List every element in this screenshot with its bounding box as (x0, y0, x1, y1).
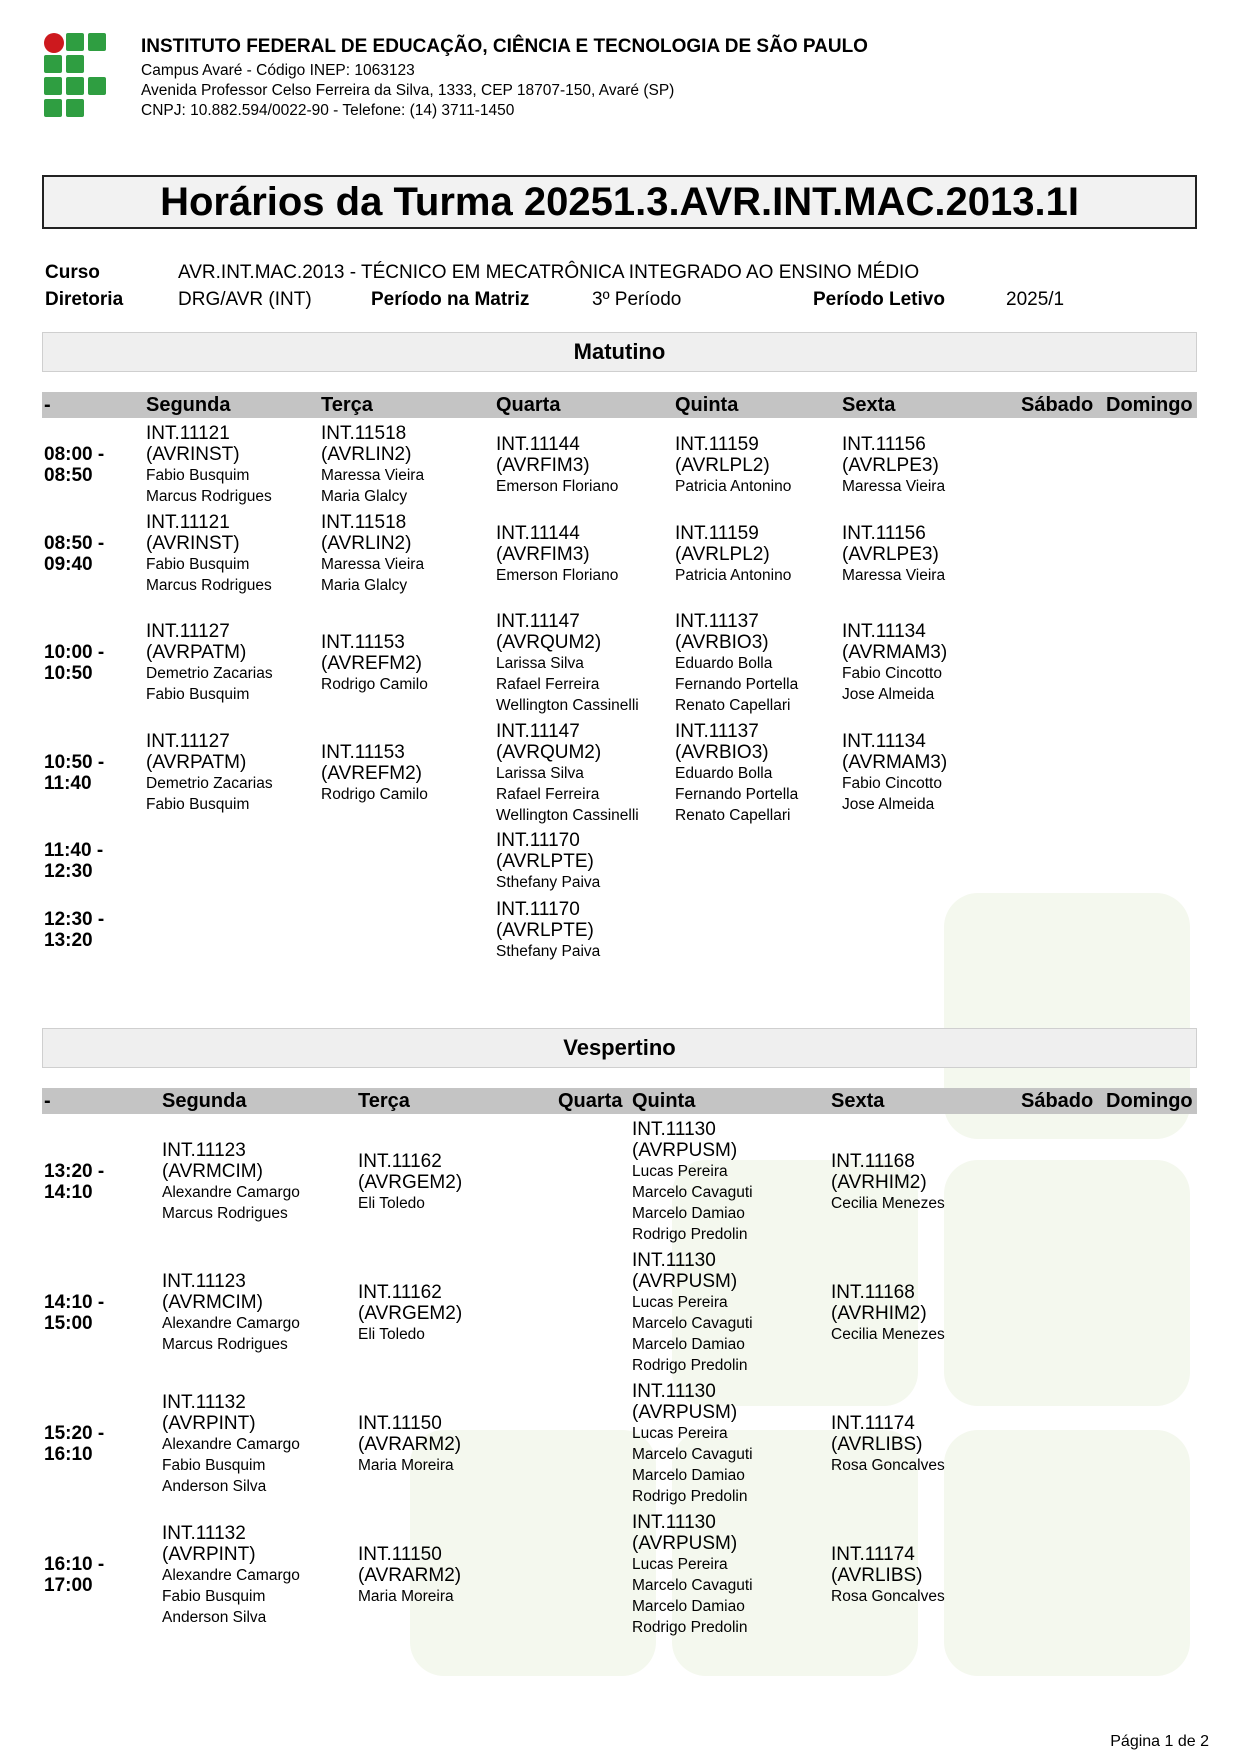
page-title: Horários da Turma 20251.3.AVR.INT.MAC.2013.1I (42, 175, 1197, 229)
periodo-matriz-value: 3º Período (592, 289, 682, 310)
class-code: INT.11130 (632, 1119, 716, 1140)
column-header: - (44, 1090, 51, 1112)
teacher-name: Marcus Rodrigues (146, 577, 272, 594)
teacher-name: Marcus Rodrigues (146, 488, 272, 505)
teacher-name: Alexandre Camargo (162, 1435, 300, 1453)
class-cell (831, 1282, 945, 1345)
page-number: Página 1 de 2 (1110, 1733, 1209, 1750)
class-code: INT.11144 (496, 522, 580, 544)
class-code: (AVRLPE3) (842, 454, 939, 476)
class-code: INT.11156 (842, 433, 926, 455)
teacher-name: Marcus Rodrigues (162, 1336, 288, 1353)
class-code: INT.11130 (632, 1250, 716, 1271)
class-code: (AVRMAM3) (842, 642, 948, 663)
class-code: INT.11121 (146, 512, 230, 533)
teacher-name: Wellington Cassinelli (496, 806, 639, 824)
column-header: Domingo (1106, 1090, 1193, 1112)
teacher-name: Rodrigo Predolin (632, 1226, 748, 1243)
class-cell (842, 434, 945, 497)
teacher-name: Marcelo Damiao (632, 1205, 745, 1222)
teacher-name: Sthefany Paiva (496, 942, 601, 960)
class-code: INT.11127 (146, 731, 230, 752)
class-code: INT.11159 (675, 522, 759, 544)
class-code: (AVRMCIM) (162, 1292, 263, 1313)
class-cell (321, 742, 428, 805)
class-code: INT.11137 (675, 720, 759, 742)
column-header: Quarta (558, 1090, 623, 1112)
teacher-name: Jose Almeida (842, 796, 935, 813)
class-code: (AVREFM2) (321, 652, 422, 674)
class-code: INT.11159 (675, 433, 759, 455)
class-code: INT.11134 (842, 731, 926, 752)
column-header: Sexta (831, 1090, 885, 1112)
class-cell (162, 1271, 300, 1355)
cnpj-line: CNPJ: 10.882.594/0022-90 - Telefone: (14) 3711-1450 (141, 102, 515, 119)
class-code: (AVRLPL2) (675, 543, 770, 565)
teacher-name: Emerson Floriano (496, 566, 619, 584)
teacher-name: Lucas Pereira (632, 1425, 728, 1442)
class-code: INT.11170 (496, 829, 580, 851)
class-cell (496, 899, 600, 962)
column-header: Domingo (1106, 394, 1193, 416)
teacher-name: Fernando Portella (675, 785, 799, 803)
time-slot: 08:50 - 09:40 (44, 533, 105, 575)
time-slot: 13:20 - 14:10 (44, 1161, 105, 1203)
teacher-name: Anderson Silva (162, 1608, 267, 1626)
class-code: (AVRPINT) (162, 1543, 256, 1565)
class-code: INT.11162 (358, 1150, 442, 1172)
class-code: INT.11123 (162, 1140, 246, 1161)
class-code: (AVRPUSM) (632, 1533, 738, 1554)
class-code: (AVRARM2) (358, 1433, 462, 1455)
class-code: (AVRGEM2) (358, 1171, 463, 1193)
class-cell (675, 721, 798, 826)
teacher-name: Marcus Rodrigues (162, 1205, 288, 1222)
class-code: (AVRFIM3) (496, 454, 590, 476)
teacher-name: Rodrigo Predolin (632, 1357, 748, 1374)
class-cell (831, 1151, 945, 1214)
class-code: INT.11153 (321, 631, 405, 653)
teacher-name: Anderson Silva (162, 1477, 267, 1495)
class-cell (358, 1282, 462, 1345)
class-cell (321, 632, 428, 695)
class-code: INT.11144 (496, 433, 580, 455)
teacher-name: Rodrigo Camilo (321, 675, 428, 693)
class-cell (842, 731, 947, 815)
class-cell (496, 434, 618, 497)
class-code: (AVRQUM2) (496, 631, 602, 653)
class-cell (321, 423, 424, 507)
teacher-name: Fernando Portella (675, 675, 799, 693)
class-code: (AVRHIM2) (831, 1171, 927, 1193)
diretoria-label: Diretoria (45, 289, 124, 310)
curso-label: Curso (45, 262, 100, 283)
time-slot: 11:40 - 12:30 (44, 840, 104, 882)
teacher-name: Renato Capellari (675, 806, 791, 824)
class-code: INT.11121 (146, 423, 230, 444)
class-code: INT.11153 (321, 741, 405, 763)
teacher-name: Rodrigo Predolin (632, 1619, 748, 1636)
time-slot: 08:00 - 08:50 (44, 444, 105, 486)
column-header: Quinta (632, 1090, 696, 1112)
class-code: (AVRFIM3) (496, 543, 590, 565)
class-cell (675, 434, 791, 497)
teacher-name: Fabio Busquim (162, 1587, 266, 1605)
class-code: INT.11132 (162, 1522, 246, 1544)
class-code: INT.11174 (831, 1543, 915, 1565)
teacher-name: Fabio Cincotto (842, 665, 942, 682)
teacher-name: Sthefany Paiva (496, 873, 601, 891)
teacher-name: Demetrio Zacarias (146, 775, 273, 792)
teacher-name: Marcelo Damiao (632, 1598, 745, 1615)
class-cell (162, 1140, 300, 1224)
class-code: INT.11147 (496, 610, 580, 632)
class-code: INT.11127 (146, 621, 230, 642)
class-cell (831, 1544, 945, 1607)
teacher-name: Rosa Goncalves (831, 1587, 945, 1605)
teacher-name: Cecilia Menezes (831, 1194, 945, 1212)
class-code: (AVRMAM3) (842, 752, 948, 773)
time-slot: 14:10 - 15:00 (44, 1292, 105, 1334)
time-slot: 12:30 - 13:20 (44, 909, 105, 951)
teacher-name: Maria Moreira (358, 1456, 454, 1474)
teacher-name: Rosa Goncalves (831, 1456, 945, 1474)
teacher-name: Cecilia Menezes (831, 1325, 945, 1343)
teacher-name: Eduardo Bolla (675, 764, 773, 782)
class-code: INT.11150 (358, 1412, 442, 1434)
class-cell (162, 1392, 300, 1497)
class-code: INT.11174 (831, 1412, 915, 1434)
class-cell (358, 1151, 462, 1214)
teacher-name: Larissa Silva (496, 654, 584, 672)
class-code: INT.11170 (496, 898, 580, 920)
class-code: (AVRARM2) (358, 1564, 462, 1586)
class-code: (AVRBIO3) (675, 631, 769, 653)
institution-name: INSTITUTO FEDERAL DE EDUCAÇÃO, CIÊNCIA E TECNOLOGIA DE SÃO PAULO (141, 36, 868, 57)
class-code: (AVRMCIM) (162, 1161, 263, 1182)
matutino-header: Matutino (42, 332, 1197, 372)
class-code: INT.11518 (321, 512, 407, 533)
teacher-name: Rafael Ferreira (496, 785, 600, 803)
teacher-name: Patricia Antonino (675, 477, 792, 495)
class-code: INT.11137 (675, 610, 759, 632)
time-slot: 15:20 - 16:10 (44, 1423, 105, 1465)
class-cell (358, 1544, 461, 1607)
campus-line: Campus Avaré - Código INEP: 1063123 (141, 62, 415, 79)
teacher-name: Maria Moreira (358, 1587, 454, 1605)
teacher-name: Rodrigo Predolin (632, 1488, 748, 1505)
column-header: Quinta (675, 394, 739, 416)
address-line: Avenida Professor Celso Ferreira da Silva, 1333, CEP 18707-150, Avaré (SP) (141, 82, 675, 99)
teacher-name: Fabio Busquim (146, 556, 250, 573)
teacher-name: Maressa Vieira (842, 566, 946, 584)
class-cell (358, 1413, 461, 1476)
teacher-name: Rodrigo Camilo (321, 785, 428, 803)
class-code: INT.11123 (162, 1271, 246, 1292)
column-header: - (44, 394, 51, 416)
class-code: (AVRHIM2) (831, 1302, 927, 1324)
class-code: (AVRLPTE) (496, 919, 594, 941)
class-cell (842, 523, 945, 586)
teacher-name: Rafael Ferreira (496, 675, 600, 693)
teacher-name: Alexandre Camargo (162, 1184, 300, 1201)
class-code: (AVRPATM) (146, 642, 247, 663)
column-header: Terça (321, 394, 373, 416)
class-code: INT.11168 (831, 1281, 915, 1303)
class-cell (146, 731, 273, 815)
column-header: Quarta (496, 394, 561, 416)
teacher-name: Eduardo Bolla (675, 654, 773, 672)
teacher-name: Jose Almeida (842, 686, 935, 703)
teacher-name: Alexandre Camargo (162, 1566, 300, 1584)
teacher-name: Fabio Busquim (146, 467, 250, 484)
class-cell (162, 1523, 300, 1628)
class-cell (675, 523, 791, 586)
curso-value: AVR.INT.MAC.2013 - TÉCNICO EM MECATRÔNICA INTEGRADO AO ENSINO MÉDIO (178, 262, 920, 283)
class-cell (146, 621, 273, 705)
teacher-name: Renato Capellari (675, 696, 791, 714)
teacher-name: Marcelo Cavaguti (632, 1315, 753, 1332)
vespertino-header: Vespertino (42, 1028, 1197, 1068)
teacher-name: Maria Glalcy (321, 488, 408, 505)
teacher-name: Larissa Silva (496, 764, 584, 782)
class-code: INT.11132 (162, 1391, 246, 1413)
institution-logo (44, 33, 110, 116)
teacher-name: Fabio Cincotto (842, 775, 942, 792)
class-cell (675, 611, 798, 716)
periodo-letivo-value: 2025/1 (1006, 289, 1065, 310)
class-code: (AVRPINT) (162, 1412, 256, 1434)
column-header: Segunda (162, 1090, 247, 1112)
class-code: INT.11156 (842, 522, 926, 544)
periodo-letivo-label: Período Letivo (813, 289, 945, 310)
teacher-name: Eli Toledo (358, 1194, 425, 1212)
class-code: (AVRPUSM) (632, 1271, 738, 1292)
class-code: INT.11134 (842, 621, 926, 642)
teacher-name: Maressa Vieira (321, 556, 425, 573)
class-code: (AVREFM2) (321, 762, 422, 784)
column-header: Sábado (1021, 394, 1094, 416)
class-cell (496, 523, 618, 586)
class-code: (AVRLIBS) (831, 1433, 923, 1455)
class-code: INT.11518 (321, 423, 407, 444)
teacher-name: Emerson Floriano (496, 477, 619, 495)
class-cell (632, 1381, 753, 1507)
class-code: (AVRINST) (146, 533, 240, 554)
class-cell (146, 423, 272, 507)
column-header: Sexta (842, 394, 896, 416)
class-code: (AVRLPL2) (675, 454, 770, 476)
class-code: INT.11150 (358, 1543, 442, 1565)
column-header: Sábado (1021, 1090, 1094, 1112)
class-code: (AVRGEM2) (358, 1302, 463, 1324)
class-code: (AVRINST) (146, 444, 240, 465)
class-code: (AVRPUSM) (632, 1402, 738, 1423)
diretoria-value: DRG/AVR (INT) (178, 289, 312, 310)
teacher-name: Fabio Busquim (146, 796, 250, 813)
class-code: INT.11130 (632, 1381, 716, 1402)
class-code: INT.11130 (632, 1512, 716, 1533)
teacher-name: Marcelo Cavaguti (632, 1577, 753, 1594)
time-slot: 10:50 - 11:40 (44, 752, 105, 794)
teacher-name: Lucas Pereira (632, 1556, 728, 1573)
teacher-name: Patricia Antonino (675, 566, 792, 584)
teacher-name: Maria Glalcy (321, 577, 408, 594)
time-slot: 16:10 - 17:00 (44, 1554, 105, 1596)
teacher-name: Marcelo Damiao (632, 1467, 745, 1484)
class-cell (831, 1413, 945, 1476)
class-code: INT.11168 (831, 1150, 915, 1172)
class-code: INT.11147 (496, 720, 580, 742)
class-cell (496, 830, 600, 893)
class-code: (AVRLIN2) (321, 444, 412, 465)
teacher-name: Maressa Vieira (321, 467, 425, 484)
teacher-name: Maressa Vieira (842, 477, 946, 495)
teacher-name: Marcelo Damiao (632, 1336, 745, 1353)
teacher-name: Fabio Busquim (146, 686, 250, 703)
class-code: (AVRBIO3) (675, 741, 769, 763)
class-code: INT.11162 (358, 1281, 442, 1303)
teacher-name: Fabio Busquim (162, 1456, 266, 1474)
class-code: (AVRLIBS) (831, 1564, 923, 1586)
class-cell (632, 1119, 753, 1245)
class-code: (AVRLPTE) (496, 850, 594, 872)
class-code: (AVRPATM) (146, 752, 247, 773)
column-header: Terça (358, 1090, 410, 1112)
class-code: (AVRLPE3) (842, 543, 939, 565)
teacher-name: Alexandre Camargo (162, 1315, 300, 1332)
class-cell (632, 1250, 753, 1376)
class-cell (842, 621, 947, 705)
class-code: (AVRLIN2) (321, 533, 412, 554)
class-cell (632, 1512, 753, 1638)
time-slot: 10:00 - 10:50 (44, 642, 105, 684)
column-header: Segunda (146, 394, 231, 416)
teacher-name: Marcelo Cavaguti (632, 1446, 753, 1463)
teacher-name: Marcelo Cavaguti (632, 1184, 753, 1201)
class-code: (AVRPUSM) (632, 1140, 738, 1161)
periodo-matriz-label: Período na Matriz (371, 289, 530, 310)
class-cell (496, 721, 639, 826)
class-cell (496, 611, 639, 716)
teacher-name: Demetrio Zacarias (146, 665, 273, 682)
class-cell (146, 512, 272, 596)
class-code: (AVRQUM2) (496, 741, 602, 763)
class-cell (321, 512, 424, 596)
teacher-name: Lucas Pereira (632, 1163, 728, 1180)
teacher-name: Eli Toledo (358, 1325, 425, 1343)
teacher-name: Wellington Cassinelli (496, 696, 639, 714)
teacher-name: Lucas Pereira (632, 1294, 728, 1311)
